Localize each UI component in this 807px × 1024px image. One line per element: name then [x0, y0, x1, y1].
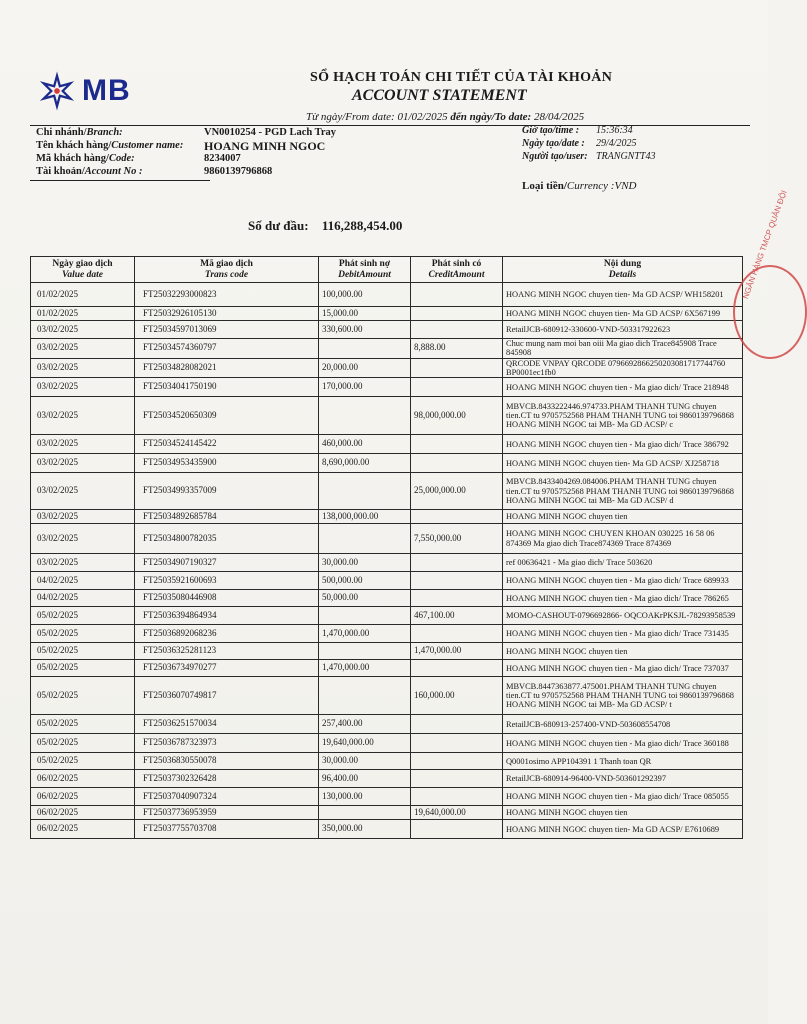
trans-code-cell: FT25037755703708 [135, 820, 319, 839]
details-cell: MBVCB.8447363877.475001.PHAM THANH TUNG chuyen tien.CT tu 9705752568 PHAM THANH TUNG toi 9860139796868 HOANG MINH NGOC tai MB- Ma GD ACSP/ t [503, 677, 743, 715]
details-cell: MBVCB.8433404269.084006.PHAM THANH TUNG chuyen tien.CT tu 9705752568 PHAM THANH TUNG toi 9860139796868 HOANG MINH NGOC tai MB- Ma GD ACSP/ d [503, 473, 743, 510]
credit-amount-cell [411, 454, 503, 473]
debit-amount-cell: 170,000.00 [319, 378, 411, 397]
value-date-cell: 04/02/2025 [31, 572, 135, 590]
value-date-cell: 05/02/2025 [31, 753, 135, 770]
value-date-cell: 05/02/2025 [31, 677, 135, 715]
opening-balance-label: Số dư đầu: [248, 218, 309, 233]
trans-code-cell: FT25034524145422 [135, 435, 319, 454]
value-date-cell: 03/02/2025 [31, 358, 135, 378]
credit-amount-cell: 467,100.00 [411, 607, 503, 625]
details-cell: HOANG MINH NGOC chuyen tien [503, 643, 743, 660]
table-row [31, 806, 743, 820]
value-date-cell: 03/02/2025 [31, 435, 135, 454]
transactions-body [31, 283, 743, 839]
value-date-cell: 01/02/2025 [31, 307, 135, 321]
credit-amount-cell [411, 510, 503, 524]
value-date-cell: 03/02/2025 [31, 524, 135, 554]
details-cell: RetailJCB-680913-257400-VND-503608554708 [503, 715, 743, 734]
debit-amount-cell: 96,400.00 [319, 770, 411, 788]
value-date-cell: 06/02/2025 [31, 770, 135, 788]
credit-amount-cell: 19,640,000.00 [411, 806, 503, 820]
trans-code-cell: FT25034828082021 [135, 358, 319, 378]
trans-code-cell: FT25034892685784 [135, 510, 319, 524]
table-row [31, 283, 743, 307]
table-row [31, 397, 743, 435]
credit-amount-cell [411, 660, 503, 677]
credit-amount-cell [411, 590, 503, 607]
title-vn: SỔ HẠCH TOÁN CHI TIẾT CỦA TÀI KHOẢN [310, 70, 613, 85]
debit-amount-cell: 8,690,000.00 [319, 454, 411, 473]
details-cell: HOANG MINH NGOC chuyen tien - Ma giao dich/ Trace 689933 [503, 572, 743, 590]
title-en: ACCOUNT STATEMENT [352, 87, 527, 104]
logo-text: MB [82, 74, 131, 107]
debit-amount-cell: 100,000.00 [319, 283, 411, 307]
credit-amount-cell [411, 307, 503, 321]
table-row [31, 788, 743, 806]
currency: Loại tiền/Currency :VND [522, 180, 637, 192]
branch-value: VN0010254 - PGD Lach Tray [204, 127, 337, 138]
debit-amount-cell [319, 677, 411, 715]
transactions-table [30, 256, 743, 839]
header-divider [30, 125, 750, 126]
column-header-vn: Phát sinh nợ [338, 259, 391, 269]
trans-code-cell: FT25034520650309 [135, 397, 319, 435]
details-cell: Chuc mung nam moi ban oiii Ma giao dich Trace845908 Trace 845908 [503, 339, 743, 359]
details-cell: QRCODE VNPAY QRCODE 0796692866250203081717744760 BP0001ec1fb0 [503, 358, 743, 378]
customer-name-value: HOANG MINH NGOC [204, 139, 326, 153]
details-cell: HOANG MINH NGOC chuyen tien - Ma giao dich/ Trace 731435 [503, 625, 743, 643]
details-cell: HOANG MINH NGOC chuyen tien- Ma GD ACSP/ WH158201 [503, 283, 743, 307]
value-date-cell: 04/02/2025 [31, 590, 135, 607]
table-row [31, 554, 743, 572]
credit-amount-cell [411, 554, 503, 572]
value-date-cell: 03/02/2025 [31, 397, 135, 435]
trans-code-cell: FT25032926105130 [135, 307, 319, 321]
debit-amount-cell: 50,000.00 [319, 590, 411, 607]
trans-code-cell: FT25035080446908 [135, 590, 319, 607]
debit-amount-cell: 130,000.00 [319, 788, 411, 806]
details-cell: HOANG MINH NGOC chuyen tien - Ma giao dich/ Trace 085055 [503, 788, 743, 806]
details-cell: HOANG MINH NGOC chuyen tien- Ma GD ACSP/ 6X567199 [503, 307, 743, 321]
value-date-cell: 03/02/2025 [31, 339, 135, 359]
trans-code-cell: FT25034800782035 [135, 524, 319, 554]
details-cell: HOANG MINH NGOC chuyen tien- Ma GD ACSP/ XJ258718 [503, 454, 743, 473]
table-row [31, 753, 743, 770]
trans-code-cell: FT25036325281123 [135, 643, 319, 660]
table-row [31, 734, 743, 753]
column-header [503, 257, 743, 283]
credit-amount-cell [411, 770, 503, 788]
details-cell: HOANG MINH NGOC chuyen tien - Ma giao dich/ Trace 386792 [503, 435, 743, 454]
table-row [31, 307, 743, 321]
value-date-cell: 05/02/2025 [31, 607, 135, 625]
details-cell: HOANG MINH NGOC chuyen tien - Ma giao dich/ Trace 218948 [503, 378, 743, 397]
credit-amount-cell [411, 788, 503, 806]
debit-amount-cell: 257,400.00 [319, 715, 411, 734]
debit-amount-cell [319, 607, 411, 625]
trans-code-cell: FT25037736953959 [135, 806, 319, 820]
debit-amount-cell: 350,000.00 [319, 820, 411, 839]
table-row [31, 454, 743, 473]
debit-amount-cell: 138,000,000.00 [319, 510, 411, 524]
trans-code-cell: FT25036787323973 [135, 734, 319, 753]
table-row [31, 378, 743, 397]
trans-code-cell: FT25036070749817 [135, 677, 319, 715]
value-date-cell: 03/02/2025 [31, 321, 135, 339]
value-date-cell: 03/02/2025 [31, 554, 135, 572]
value-date-cell: 05/02/2025 [31, 643, 135, 660]
column-header-en: Details [608, 269, 637, 280]
branch-row: Chi nhánh/Branch: VN0010254 - PGD Lach Tray [36, 127, 337, 138]
credit-amount-cell: 25,000,000.00 [411, 473, 503, 510]
trans-code-cell: FT25034041750190 [135, 378, 319, 397]
account-value: 9860139796868 [204, 166, 273, 177]
details-cell: RetailJCB-680914-96400-VND-503601292397 [503, 770, 743, 788]
debit-amount-cell [319, 397, 411, 435]
table-row [31, 590, 743, 607]
trans-code-cell: FT25036734970277 [135, 660, 319, 677]
details-cell: HOANG MINH NGOC chuyen tien [503, 510, 743, 524]
date-row: Ngày tạo/date : 29/4/2025 [522, 138, 637, 149]
value-date-cell: 05/02/2025 [31, 734, 135, 753]
table-row [31, 321, 743, 339]
column-header-en: Value date [62, 269, 103, 280]
debit-amount-cell: 15,000.00 [319, 307, 411, 321]
trans-code-cell: FT25036892068236 [135, 625, 319, 643]
column-header [31, 257, 135, 283]
value-date-cell: 03/02/2025 [31, 378, 135, 397]
date-from: 01/02/2025 [397, 111, 448, 123]
date-to-label: đến ngày/To date: [450, 111, 532, 123]
customer-name-row: Tên khách hàng/Customer name: HOANG MINH NGOC [36, 139, 326, 153]
column-header-en: Trans code [204, 269, 249, 280]
debit-amount-cell [319, 339, 411, 359]
table-row [31, 473, 743, 510]
debit-amount-cell: 330,600.00 [319, 321, 411, 339]
credit-amount-cell: 1,470,000.00 [411, 643, 503, 660]
details-cell: HOANG MINH NGOC chuyen tien- Ma GD ACSP/ E7610689 [503, 820, 743, 839]
credit-amount-cell [411, 715, 503, 734]
table-row [31, 677, 743, 715]
credit-amount-cell [411, 734, 503, 753]
trans-code-cell: FT25034993357009 [135, 473, 319, 510]
trans-code-cell: FT25034574360797 [135, 339, 319, 359]
mb-logo [38, 72, 131, 110]
trans-code-cell: FT25034597013069 [135, 321, 319, 339]
account-row: Tài khoản/Account No : 9860139796868 [36, 166, 273, 177]
credit-amount-cell [411, 572, 503, 590]
table-row [31, 510, 743, 524]
debit-amount-cell: 1,470,000.00 [319, 625, 411, 643]
value-date-cell: 05/02/2025 [31, 715, 135, 734]
table-row [31, 524, 743, 554]
details-cell: HOANG MINH NGOC CHUYEN KHOAN 030225 16 58 06 874369 Ma giao dich Trace874369 Trace 874369 [503, 524, 743, 554]
details-cell: HOANG MINH NGOC chuyen tien - Ma giao dich/ Trace 786265 [503, 590, 743, 607]
opening-balance-value: 116,288,454.00 [321, 218, 403, 233]
table-row [31, 572, 743, 590]
credit-amount-cell [411, 820, 503, 839]
table-row [31, 435, 743, 454]
date-to: 28/04/2025 [533, 111, 585, 123]
details-cell: HOANG MINH NGOC chuyen tien - Ma giao dich/ Trace 737037 [503, 660, 743, 677]
date-range [306, 111, 584, 123]
info-divider [30, 180, 210, 181]
credit-amount-cell: 7,550,000.00 [411, 524, 503, 554]
value-date-cell: 06/02/2025 [31, 820, 135, 839]
value-date-cell: 06/02/2025 [31, 788, 135, 806]
table-row [31, 358, 743, 378]
table-row [31, 770, 743, 788]
trans-code-cell: FT25036394864934 [135, 607, 319, 625]
column-header-en: DebitAmount [338, 269, 391, 280]
credit-amount-cell [411, 753, 503, 770]
time-row: Giờ tạo/time : 15:36:34 [522, 125, 633, 136]
details-cell: RetailJCB-680912-330600-VND-503317922623 [503, 321, 743, 339]
stamp-text: NGÂN HÀNG TMCP QUÂN ĐỘI [741, 189, 789, 301]
debit-amount-cell: 30,000.00 [319, 554, 411, 572]
details-cell: Q0001osimo APP104391 1 Thanh toan QR [503, 753, 743, 770]
trans-code-cell: FT25032293000823 [135, 283, 319, 307]
value-date-cell: 06/02/2025 [31, 806, 135, 820]
credit-amount-cell [411, 321, 503, 339]
credit-amount-cell [411, 625, 503, 643]
details-cell: ref 00636421 - Ma giao dich/ Trace 503620 [503, 554, 743, 572]
debit-amount-cell [319, 643, 411, 660]
column-header [411, 257, 503, 283]
value-date-cell: 03/02/2025 [31, 454, 135, 473]
debit-amount-cell [319, 524, 411, 554]
debit-amount-cell: 1,470,000.00 [319, 660, 411, 677]
table-header-row [31, 257, 743, 283]
bank-stamp [733, 189, 807, 359]
trans-code-cell: FT25034953435900 [135, 454, 319, 473]
value-date-cell: 03/02/2025 [31, 473, 135, 510]
table-row [31, 607, 743, 625]
code-value: 8234007 [204, 153, 241, 164]
debit-amount-cell: 500,000.00 [319, 572, 411, 590]
table-row [31, 643, 743, 660]
credit-amount-cell [411, 378, 503, 397]
date-from-label: Từ ngày/From date: [306, 111, 395, 123]
column-header-en: CreditAmount [428, 269, 485, 280]
credit-amount-cell: 160,000.00 [411, 677, 503, 715]
table-row [31, 715, 743, 734]
date-value: 29/4/2025 [596, 138, 637, 149]
column-header-vn: Phát sinh có [431, 259, 482, 269]
user-row: Người tạo/user: TRANGNTT43 [522, 151, 656, 162]
mb-star-icon [38, 72, 76, 110]
value-date-cell: 01/02/2025 [31, 283, 135, 307]
trans-code-cell: FT25036251570034 [135, 715, 319, 734]
debit-amount-cell: 19,640,000.00 [319, 734, 411, 753]
trans-code-cell: FT25034907190327 [135, 554, 319, 572]
column-header [135, 257, 319, 283]
table-row [31, 660, 743, 677]
opening-balance [248, 218, 402, 234]
trans-code-cell: FT25035921600693 [135, 572, 319, 590]
debit-amount-cell [319, 806, 411, 820]
table-row [31, 625, 743, 643]
credit-amount-cell: 8,888.00 [411, 339, 503, 359]
debit-amount-cell: 460,000.00 [319, 435, 411, 454]
details-cell: HOANG MINH NGOC chuyen tien [503, 806, 743, 820]
credit-amount-cell [411, 435, 503, 454]
debit-amount-cell: 20,000.00 [319, 358, 411, 378]
debit-amount-cell [319, 473, 411, 510]
column-header-vn: Ngày giao dịch [52, 259, 113, 269]
details-cell: MOMO-CASHOUT-0796692866- OQCOAKrPKSJL-78293958539 [503, 607, 743, 625]
details-cell: MBVCB.8433222446.974733.PHAM THANH TUNG chuyen tien.CT tu 9705752568 PHAM THANH TUNG toi 9860139796868 HOANG MINH NGOC tai MB- Ma GD ACSP/ c [503, 397, 743, 435]
value-date-cell: 03/02/2025 [31, 510, 135, 524]
value-date-cell: 05/02/2025 [31, 660, 135, 677]
time-value: 15:36:34 [596, 125, 633, 136]
column-header-vn: Nội dung [603, 259, 642, 269]
value-date-cell: 05/02/2025 [31, 625, 135, 643]
credit-amount-cell: 98,000,000.00 [411, 397, 503, 435]
details-cell: HOANG MINH NGOC chuyen tien - Ma giao dich/ Trace 360188 [503, 734, 743, 753]
trans-code-cell: FT25037302326428 [135, 770, 319, 788]
debit-amount-cell: 30,000.00 [319, 753, 411, 770]
credit-amount-cell [411, 358, 503, 378]
column-header-vn: Mã giao dịch [200, 259, 253, 269]
code-row: Mã khách hàng/Code: 8234007 [36, 153, 241, 164]
table-row [31, 820, 743, 839]
credit-amount-cell [411, 283, 503, 307]
trans-code-cell: FT25037040907324 [135, 788, 319, 806]
trans-code-cell: FT25036830550078 [135, 753, 319, 770]
table-row [31, 339, 743, 359]
column-header [319, 257, 411, 283]
user-value: TRANGNTT43 [596, 151, 656, 162]
